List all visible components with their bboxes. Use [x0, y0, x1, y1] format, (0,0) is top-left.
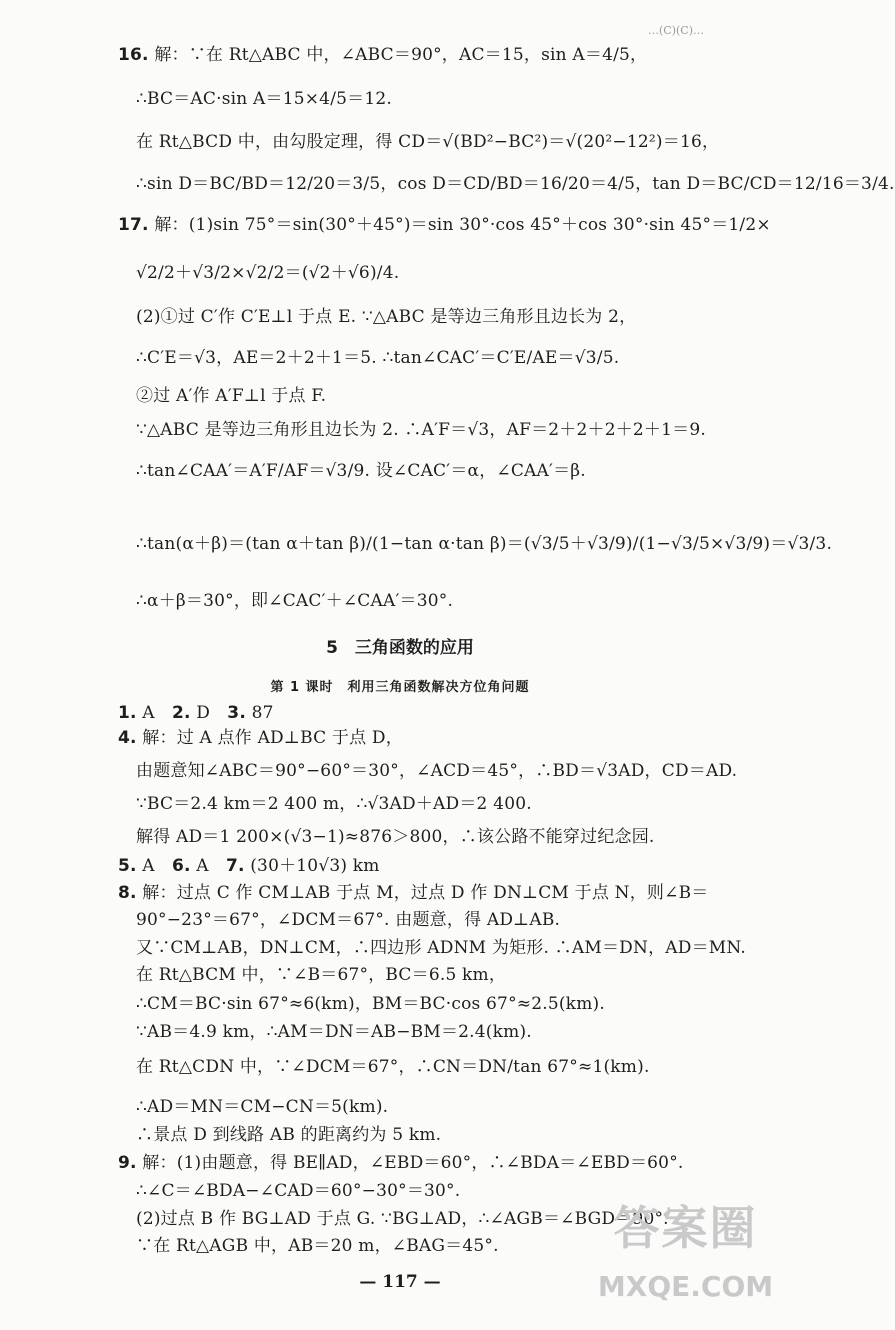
answer-line: (2)过点 B 作 BG⊥AD 于点 G. ∵BG⊥AD，∴∠AGB＝∠BGD＝90°.: [136, 1209, 669, 1229]
answer-line: ∵BC＝2.4 km＝2 400 m，∴√3AD＋AD＝2 400.: [136, 794, 532, 814]
question-number: 17.: [118, 215, 149, 235]
question-number: 9.: [118, 1153, 137, 1173]
answer-line: ∴tan(α＋β)＝(tan α＋tan β)/(1−tan α·tan β)＝(√3/5＋√3/9)/(1−√3/5×√3/9)＝√3/3.: [136, 534, 833, 554]
answer-text: 解：过 A 点作 AD⊥BC 于点 D，: [136, 728, 403, 748]
answer-text: 解：(1)sin 75°＝sin(30°＋45°)＝sin 30°·cos 45°＋cos 30°·sin 45°＝1/2×: [148, 215, 771, 235]
answer-line: ∵在 Rt△AGB 中，AB＝20 m，∠BAG＝45°.: [136, 1236, 499, 1256]
question-number: 2.: [171, 703, 191, 723]
answer-text: A: [136, 703, 172, 723]
answer-line: ∴tan∠CAA′＝A′F/AF＝√3/9. 设∠CAC′＝α，∠CAA′＝β.: [136, 461, 586, 481]
answer-line: ∵△ABC 是等边三角形且边长为 2. ∴A′F＝√3，AF＝2＋2＋2＋2＋1＝9.: [136, 420, 706, 440]
answer-text: A: [190, 856, 226, 876]
question-number: 5.: [118, 856, 137, 876]
question-number: 4.: [118, 728, 137, 748]
answer-text: 解：∵在 Rt△ABC 中，∠ABC＝90°，AC＝15，sin A＝4/5，: [148, 45, 648, 65]
answer-8-line: [118, 882, 708, 904]
section-title: 5 三角函数的应用: [326, 638, 474, 658]
answer-16-line: [118, 44, 647, 66]
answer-line: 又∵CM⊥AB，DN⊥CM，∴四边形 ADNM 为矩形. ∴AM＝DN，AD＝MN.: [136, 938, 746, 958]
watermark-logo: [583, 1192, 788, 1322]
corner-mark: …(C)(C)…: [648, 24, 704, 37]
subsection-title: 第 1 课时 利用三角函数解决方位角问题: [270, 680, 530, 695]
question-number: 8.: [118, 883, 137, 903]
answer-line: ∴景点 D 到线路 AB 的距离约为 5 km.: [136, 1125, 442, 1145]
answer-text: 解：(1)由题意，得 BE∥AD，∠EBD＝60°，∴∠BDA＝∠EBD＝60°.: [136, 1153, 684, 1173]
answer-line: ②过 A′作 A′F⊥l 于点 F.: [136, 386, 327, 406]
answer-line: ∴CM＝BC·sin 67°≈6(km)，BM＝BC·cos 67°≈2.5(km).: [136, 994, 605, 1014]
answer-17-line: [118, 214, 771, 236]
answer-1-3-line: [118, 702, 274, 724]
answer-line: (2)①过 C′作 C′E⊥l 于点 E. ∵△ABC 是等边三角形且边长为 2，: [136, 307, 637, 327]
watermark-text-en: MXQE.COM: [597, 1270, 774, 1303]
page-number: — 117 —: [359, 1272, 441, 1292]
answer-text: 解：过点 C 作 CM⊥AB 于点 M，过点 D 作 DN⊥CM 于点 N，则∠B＝: [136, 883, 709, 903]
answer-line: ∵AB＝4.9 km，∴AM＝DN＝AB−BM＝2.4(km).: [136, 1022, 532, 1042]
answer-line: 在 Rt△CDN 中，∵∠DCM＝67°，∴CN＝DN/tan 67°≈1(km).: [136, 1057, 650, 1077]
question-number: 1.: [118, 703, 137, 723]
answer-4-line: [118, 727, 403, 749]
question-number: 16.: [118, 45, 149, 65]
answer-line: √2/2＋√3/2×√2/2＝(√2＋√6)/4.: [136, 263, 400, 283]
answer-line: 90°−23°＝67°，∠DCM＝67°. 由题意，得 AD⊥AB.: [136, 910, 561, 930]
answer-text: A: [136, 856, 172, 876]
question-number: 3.: [227, 703, 246, 723]
answer-text: 87: [245, 703, 274, 723]
answer-line: 在 Rt△BCD 中，由勾股定理，得 CD＝√(BD²−BC²)＝√(20²−12²)＝16，: [136, 132, 720, 152]
answer-line: ∴sin D＝BC/BD＝12/20＝3/5，cos D＝CD/BD＝16/20＝4/5，tan D＝BC/CD＝12/16＝3/4.: [136, 174, 895, 194]
answer-line: 由题意知∠ABC＝90°−60°＝30°，∠ACD＝45°，∴BD＝√3AD，CD＝AD.: [136, 761, 738, 781]
answer-line: ∴BC＝AC·sin A＝15×4/5＝12.: [136, 89, 392, 109]
answer-5-7-line: [118, 855, 380, 877]
watermark-text-cn: 答案圈: [613, 1201, 758, 1255]
answer-9-line: [118, 1152, 684, 1174]
answer-line: ∴α＋β＝30°，即∠CAC′＋∠CAA′＝30°.: [136, 591, 454, 611]
question-number: 6.: [171, 856, 191, 876]
answer-line: ∴C′E＝√3，AE＝2＋2＋1＝5. ∴tan∠CAC′＝C′E/AE＝√3/5.: [136, 348, 620, 368]
answer-line: ∴∠C＝∠BDA−∠CAD＝60°−30°＝30°.: [136, 1181, 461, 1201]
answer-text: (30＋10√3) km: [244, 856, 380, 876]
question-number: 7.: [225, 856, 245, 876]
answer-line: 解得 AD＝1 200×(√3−1)≈876＞800，∴该公路不能穿过纪念园.: [136, 827, 655, 847]
answer-line: ∴AD＝MN＝CM−CN＝5(km).: [136, 1097, 389, 1117]
answer-text: D: [190, 703, 228, 723]
answer-line: 在 Rt△BCM 中，∵∠B＝67°，BC＝6.5 km，: [136, 965, 507, 985]
